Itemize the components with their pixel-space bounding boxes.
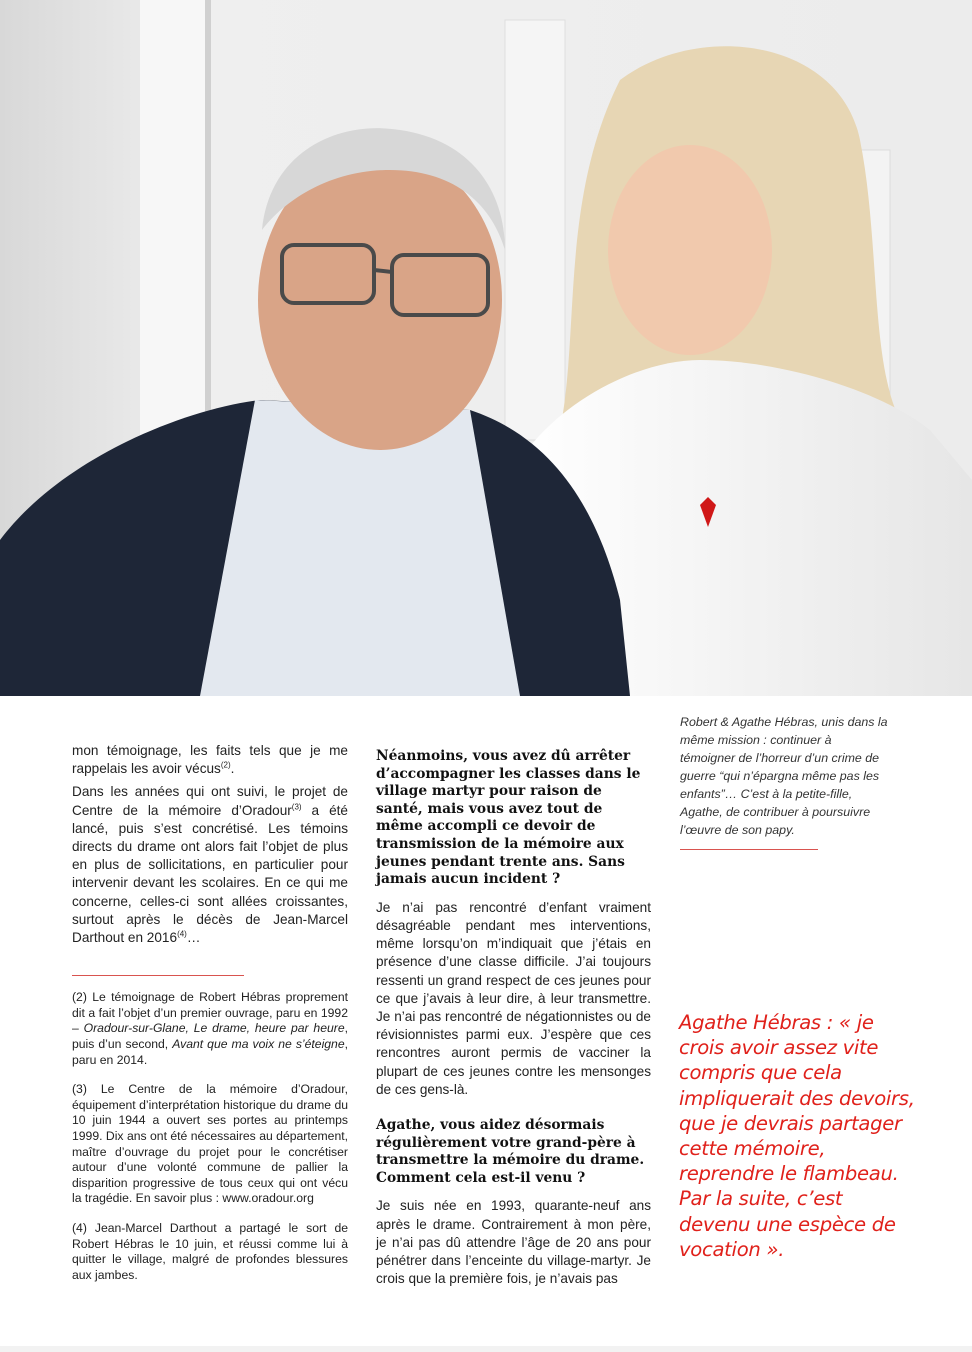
paragraph-2-text-b: a été lancé, puis s’est concrétisé. Les témoins directs du drame ont alors fait l’objet de plus en plus de sollicitations, en particulier pour intervenir devant les scolaires. En ce qui me concerne, celles-ci sont allées croissantes, surtout après le décès de Jean-Marcel Darthout en 2016 [72, 802, 348, 946]
paragraph-1-end: . [230, 761, 235, 777]
pull-quote [679, 1010, 915, 1262]
footnote-ref-2: (2) [220, 760, 231, 770]
footnote-2 [72, 990, 348, 1068]
paragraph-2-end: … [186, 930, 201, 946]
footnotes [72, 990, 348, 1283]
paragraph-2-text-a: Dans les années qui ont suivi, le projet de Centre de la mémoire d’Oradour [72, 784, 348, 818]
footnote-2-text-c: , paru en 2014. [72, 1037, 349, 1067]
footnote-ref-3: (3) [291, 802, 302, 812]
answer-1: Je n’ai pas rencontré d’enfant vraiment désagréable pendant mes interventions, même lorsqu’on m’indiquait que j’étais en présence d’une classe difficile. J’ai toujours ressenti un grand respect de ces jeunes pour ce que j’avais à leur dire, à leur transmettre. Je n’ai pas rencontré de négationnistes ou de révisionnistes parmi eux. J’espère que ces rencontres auront permis de vacciner la plupart de ces jeunes contre les mensonges de ces gens-là. [376, 899, 651, 1097]
footnote-2-text-a: (2) Le témoignage de Robert Hébras proprement dit a fait l’objet d’un premier ouvrage, paru en 1992 – [72, 990, 348, 1036]
pull-quote-line-1: Agathe Hébras : « je crois avoir assez vite compris que cela impliquerait des devoirs, que je devrais partager cette mémoire, reprendre le flambeau. [679, 1011, 915, 1186]
footnote-3: (3) Le Centre de la mémoire d’Oradour, équipement d’interprétation historique du drame du 10 juin 1944 a ouvert ses portes au printemps 1999. Dix ans ont été nécessaires au département, maître d’ouvrage du projet pour le concrétiser autour d’une volonté commune de pallier la disparition progressive de tous ceux qui ont vécu la tragédie. En savoir plus : www.oradour.org [72, 1082, 348, 1206]
paragraph-2 [72, 783, 348, 947]
column-left [72, 742, 348, 1297]
book-title-2: Avant que ma voix ne s’éteigne [172, 1037, 345, 1052]
caption-divider [680, 849, 818, 850]
photo-caption: Robert & Agathe Hébras, unis dans la même mission : continuer à témoigner de l’horreur d’un crime de guerre “qui n’épargna même pas les enfants”… C’est à la petite-fille, Agathe, de contribuer à poursuivre l’œuvre de son papy. [680, 715, 888, 837]
page-bottom-edge [0, 1346, 972, 1352]
answer-2: Je suis née en 1993, quarante-neuf ans après le drame. Contrairement à mon père, je n’ai pas dû attendre l’âge de 20 ans pour pénétrer dans l’enceinte du village-martyr. Je crois que la première fois, je n’avais pas [376, 1198, 651, 1287]
column-middle [376, 748, 651, 1306]
photo-caption-block [680, 713, 890, 850]
question-2: Agathe, vous aidez désormais régulièrement votre grand-père à transmettre la mémoire du drame. Comment cela est-il venu ? [376, 1116, 645, 1186]
book-title-1: Oradour-sur-Glane, Le drame, heure par heure [83, 1021, 345, 1036]
footnote-ref-4: (4) [177, 929, 187, 939]
paragraph-1 [72, 742, 348, 778]
footnote-2-text-b: , puis d’un second, [72, 1021, 348, 1052]
pull-quote-line-2: Par la suite, c’est devenu une espèce de vocation ». [679, 1187, 896, 1261]
footnote-4: (4) Jean-Marcel Darthout a partagé le sort de Robert Hébras le 10 juin, et réussi comme lui à quitter le village, malgré de profondes blessures aux jambes. [72, 1220, 348, 1282]
paragraph-1-text: mon témoignage, les faits tels que je me rappelais les avoir vécus [72, 743, 348, 777]
footnote-divider [72, 975, 244, 976]
question-1: Néanmoins, vous avez dû arrêter d’accompagner les classes dans le village martyr pour raison de santé, mais vous avez tout de même accompli ce devoir de transmission de la mémoire aux jeunes pendant trente ans. Sans jamais aucun incident ? [376, 748, 641, 888]
